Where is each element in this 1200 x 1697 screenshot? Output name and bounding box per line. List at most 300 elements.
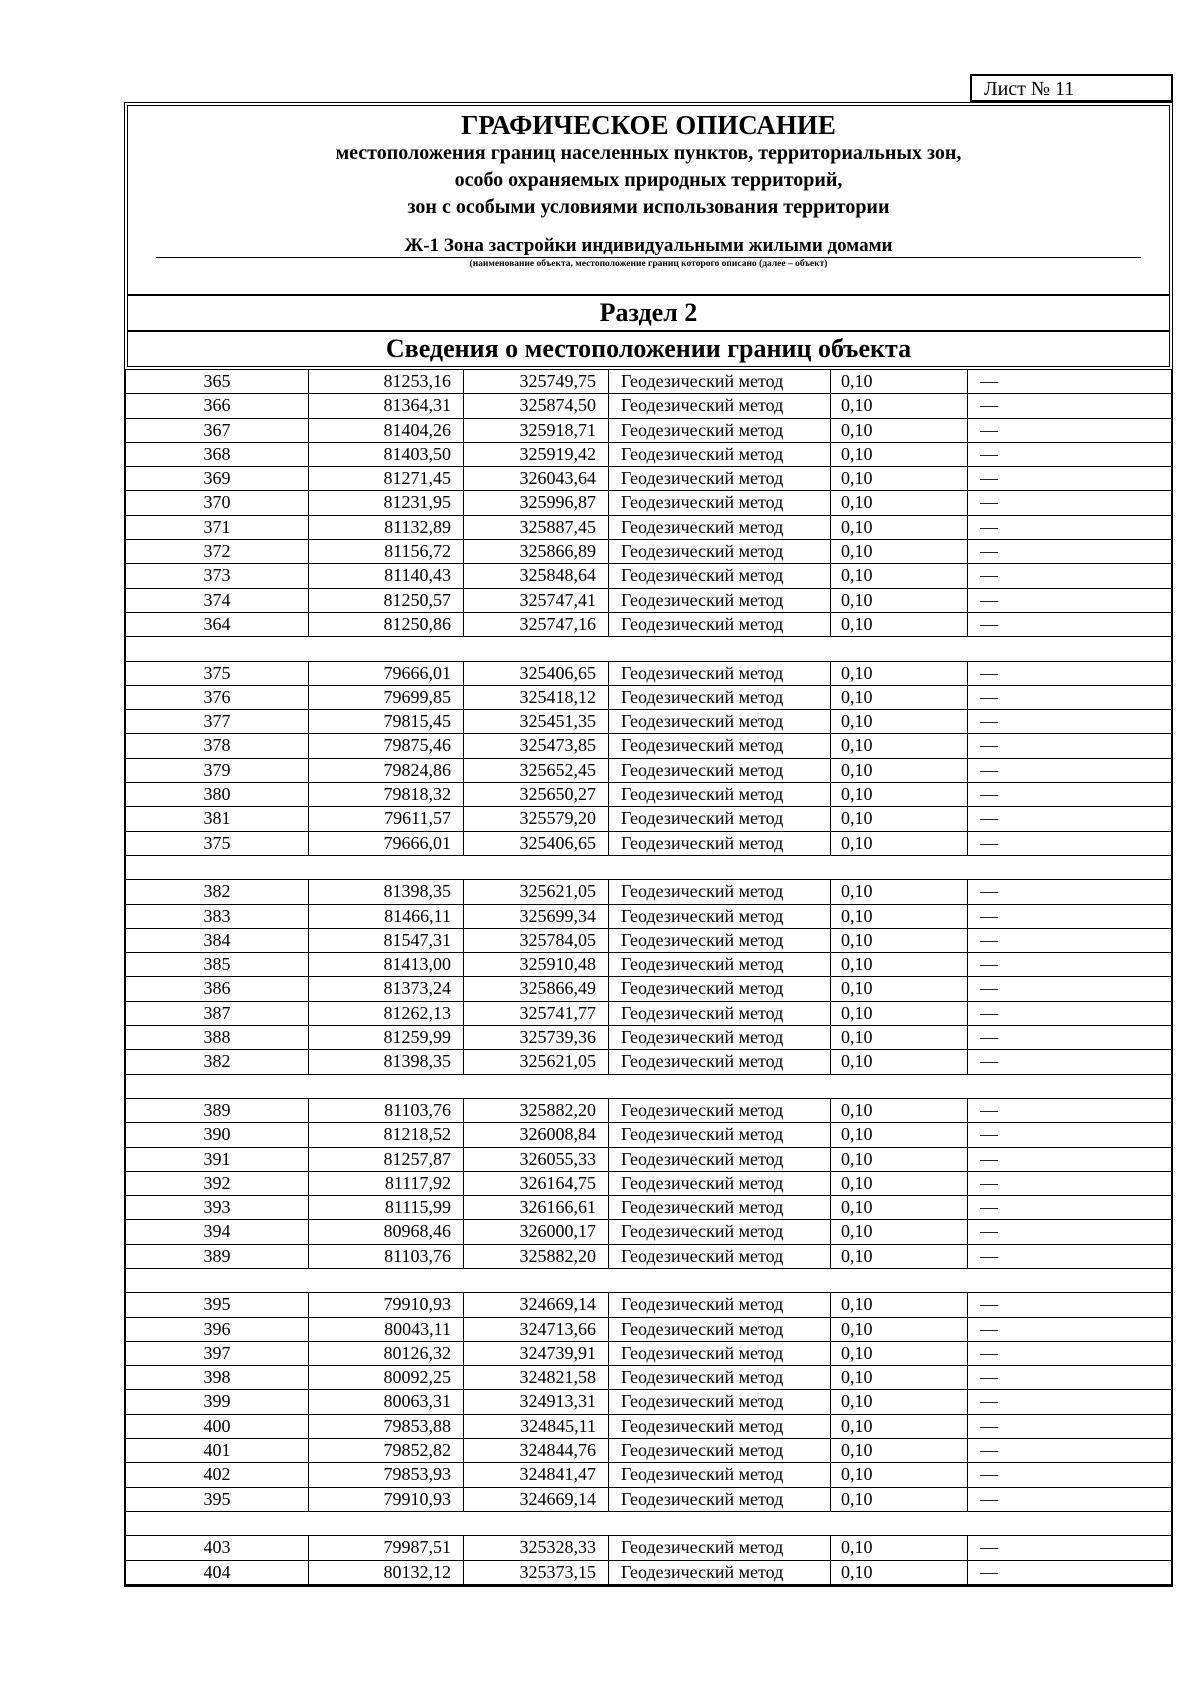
y-coordinate-cell: 325621,05	[464, 880, 609, 903]
method-cell: Геодезический метод	[609, 1293, 831, 1316]
table-row	[126, 443, 1171, 467]
x-coordinate-cell: 81364,31	[309, 394, 464, 417]
accuracy-cell: 0,10	[831, 1366, 968, 1389]
method-cell: Геодезический метод	[609, 1366, 831, 1389]
method-cell: Геодезический метод	[609, 1220, 831, 1243]
description-cell: —	[980, 784, 998, 805]
x-coordinate-cell: 79910,93	[309, 1293, 464, 1316]
accuracy-cell: 0,10	[831, 1536, 968, 1559]
method-cell: Геодезический метод	[609, 613, 831, 636]
description-cell: —	[980, 1464, 998, 1485]
accuracy-cell: 0,10	[831, 1099, 968, 1122]
method-cell: Геодезический метод	[609, 443, 831, 466]
description-cell: —	[980, 1488, 998, 1509]
description-cell: —	[980, 1148, 998, 1169]
accuracy-cell: 0,10	[831, 1390, 968, 1413]
x-coordinate-cell: 79666,01	[309, 662, 464, 685]
method-cell: Геодезический метод	[609, 807, 831, 830]
description-cell: —	[980, 371, 998, 391]
x-coordinate-cell: 79666,01	[309, 832, 464, 855]
accuracy-cell: 0,10	[831, 1415, 968, 1438]
y-coordinate-cell: 326008,84	[464, 1123, 609, 1146]
table-row	[126, 662, 1171, 686]
description-cell: —	[980, 881, 998, 902]
y-coordinate-cell: 326000,17	[464, 1220, 609, 1243]
table-row	[126, 1172, 1171, 1196]
y-coordinate-cell: 324913,31	[464, 1390, 609, 1413]
y-coordinate-cell: 325328,33	[464, 1536, 609, 1559]
point-number-cell: 385	[126, 953, 309, 976]
x-coordinate-cell: 81115,99	[309, 1196, 464, 1219]
description-cell: —	[980, 1221, 998, 1242]
accuracy-cell: 0,10	[831, 1318, 968, 1341]
description-cell: —	[980, 1124, 998, 1145]
point-number-cell: 382	[126, 1050, 309, 1073]
table-row	[126, 1561, 1171, 1585]
x-coordinate-cell: 81250,86	[309, 613, 464, 636]
y-coordinate-cell: 324821,58	[464, 1366, 609, 1389]
table-row	[126, 1318, 1171, 1342]
point-number-cell: 377	[126, 710, 309, 733]
method-cell: Геодезический метод	[609, 783, 831, 806]
y-coordinate-cell: 325848,64	[464, 564, 609, 587]
point-number-cell: 380	[126, 783, 309, 806]
method-cell: Геодезический метод	[609, 1536, 831, 1559]
accuracy-cell: 0,10	[831, 1148, 968, 1171]
description-cell: —	[980, 468, 998, 489]
x-coordinate-cell: 81259,99	[309, 1026, 464, 1049]
description-cell: —	[980, 395, 998, 416]
description-cell: —	[980, 662, 998, 683]
method-cell: Геодезический метод	[609, 734, 831, 757]
y-coordinate-cell: 324713,66	[464, 1318, 609, 1341]
accuracy-cell: 0,10	[831, 613, 968, 636]
point-number-cell: 367	[126, 419, 309, 442]
point-number-cell: 389	[126, 1245, 309, 1268]
method-cell: Геодезический метод	[609, 686, 831, 709]
description-cell: —	[980, 832, 998, 853]
method-cell: Геодезический метод	[609, 759, 831, 782]
accuracy-cell: 0,10	[831, 1002, 968, 1025]
x-coordinate-cell: 81398,35	[309, 1050, 464, 1073]
table-row	[126, 394, 1171, 418]
description-cell: —	[980, 1002, 998, 1023]
table-row	[126, 832, 1171, 856]
y-coordinate-cell: 325882,20	[464, 1245, 609, 1268]
y-coordinate-cell: 325747,16	[464, 613, 609, 636]
table-separator-row	[126, 637, 1171, 661]
table-row	[126, 953, 1171, 977]
x-coordinate-cell: 79853,93	[309, 1463, 464, 1486]
table-row	[126, 1366, 1171, 1390]
x-coordinate-cell: 81231,95	[309, 491, 464, 514]
method-cell: Геодезический метод	[609, 1488, 831, 1511]
point-number-cell: 389	[126, 1099, 309, 1122]
x-coordinate-cell: 80063,31	[309, 1390, 464, 1413]
method-cell: Геодезический метод	[609, 1245, 831, 1268]
y-coordinate-cell: 325874,50	[464, 394, 609, 417]
accuracy-cell: 0,10	[831, 686, 968, 709]
y-coordinate-cell: 324845,11	[464, 1415, 609, 1438]
accuracy-cell: 0,10	[831, 1561, 968, 1584]
method-cell: Геодезический метод	[609, 905, 831, 928]
y-coordinate-cell: 325882,20	[464, 1099, 609, 1122]
description-cell: —	[980, 929, 998, 950]
table-row	[126, 686, 1171, 710]
description-cell: —	[980, 954, 998, 975]
accuracy-cell: 0,10	[831, 1293, 968, 1316]
y-coordinate-cell: 325749,75	[464, 370, 609, 393]
point-number-cell: 375	[126, 662, 309, 685]
method-cell: Геодезический метод	[609, 662, 831, 685]
method-cell: Геодезический метод	[609, 564, 831, 587]
table-row	[126, 1148, 1171, 1172]
description-cell: —	[980, 1099, 998, 1120]
y-coordinate-cell: 325406,65	[464, 832, 609, 855]
point-number-cell: 376	[126, 686, 309, 709]
method-cell: Геодезический метод	[609, 1463, 831, 1486]
accuracy-cell: 0,10	[831, 710, 968, 733]
method-cell: Геодезический метод	[609, 1196, 831, 1219]
x-coordinate-cell: 80132,12	[309, 1561, 464, 1584]
point-number-cell: 388	[126, 1026, 309, 1049]
coordinates-table	[124, 370, 1173, 1587]
section-title: Сведения о местоположении границ объекта	[128, 330, 1169, 365]
table-row	[126, 1415, 1171, 1439]
table-row	[126, 467, 1171, 491]
table-row	[126, 759, 1171, 783]
method-cell: Геодезический метод	[609, 467, 831, 490]
description-cell: —	[980, 565, 998, 586]
description-cell: —	[980, 1440, 998, 1461]
y-coordinate-cell: 325996,87	[464, 491, 609, 514]
y-coordinate-cell: 325741,77	[464, 1002, 609, 1025]
description-cell: —	[980, 492, 998, 513]
method-cell: Геодезический метод	[609, 370, 831, 393]
table-separator-row	[126, 1512, 1171, 1536]
point-number-cell: 373	[126, 564, 309, 587]
accuracy-cell: 0,10	[831, 394, 968, 417]
table-row	[126, 977, 1171, 1001]
point-number-cell: 394	[126, 1220, 309, 1243]
point-number-cell: 384	[126, 929, 309, 952]
accuracy-cell: 0,10	[831, 1439, 968, 1462]
description-cell: —	[980, 1027, 998, 1048]
point-number-cell: 372	[126, 540, 309, 563]
table-row	[126, 1439, 1171, 1463]
y-coordinate-cell: 324739,91	[464, 1342, 609, 1365]
point-number-cell: 404	[126, 1561, 309, 1584]
description-cell: —	[980, 516, 998, 537]
method-cell: Геодезический метод	[609, 419, 831, 442]
table-row	[126, 491, 1171, 515]
x-coordinate-cell: 81271,45	[309, 467, 464, 490]
table-separator-row	[126, 1269, 1171, 1293]
y-coordinate-cell: 326164,75	[464, 1172, 609, 1195]
x-coordinate-cell: 81250,57	[309, 589, 464, 612]
accuracy-cell: 0,10	[831, 564, 968, 587]
accuracy-cell: 0,10	[831, 491, 968, 514]
description-cell: —	[980, 541, 998, 562]
x-coordinate-cell: 79818,32	[309, 783, 464, 806]
y-coordinate-cell: 325919,42	[464, 443, 609, 466]
point-number-cell: 364	[126, 613, 309, 636]
table-row	[126, 589, 1171, 613]
point-number-cell: 398	[126, 1366, 309, 1389]
accuracy-cell: 0,10	[831, 443, 968, 466]
description-cell: —	[980, 1172, 998, 1193]
description-cell: —	[980, 759, 998, 780]
description-cell: —	[980, 1537, 998, 1558]
table-row	[126, 370, 1171, 394]
accuracy-cell: 0,10	[831, 783, 968, 806]
x-coordinate-cell: 81398,35	[309, 880, 464, 903]
y-coordinate-cell: 324669,14	[464, 1293, 609, 1316]
method-cell: Геодезический метод	[609, 491, 831, 514]
y-coordinate-cell: 325652,45	[464, 759, 609, 782]
point-number-cell: 387	[126, 1002, 309, 1025]
y-coordinate-cell: 326055,33	[464, 1148, 609, 1171]
y-coordinate-cell: 325579,20	[464, 807, 609, 830]
method-cell: Геодезический метод	[609, 929, 831, 952]
accuracy-cell: 0,10	[831, 370, 968, 393]
method-cell: Геодезический метод	[609, 1172, 831, 1195]
table-row	[126, 1536, 1171, 1560]
point-number-cell: 391	[126, 1148, 309, 1171]
x-coordinate-cell: 79824,86	[309, 759, 464, 782]
accuracy-cell: 0,10	[831, 832, 968, 855]
object-hint: (наименование объекта, местоположение границ которого описано (далее – объект)	[469, 259, 828, 269]
document-title: ГРАФИЧЕСКОЕ ОПИСАНИЕ	[461, 110, 836, 140]
method-cell: Геодезический метод	[609, 953, 831, 976]
document-header	[124, 102, 1173, 370]
sheet-number: Лист № 11	[970, 74, 1173, 102]
accuracy-cell: 0,10	[831, 1463, 968, 1486]
x-coordinate-cell: 81466,11	[309, 905, 464, 928]
x-coordinate-cell: 81404,26	[309, 419, 464, 442]
section-label: Раздел 2	[128, 294, 1169, 329]
point-number-cell: 395	[126, 1293, 309, 1316]
table-row	[126, 1123, 1171, 1147]
table-row	[126, 516, 1171, 540]
description-cell: —	[980, 1367, 998, 1388]
y-coordinate-cell: 325699,34	[464, 905, 609, 928]
description-cell: —	[980, 589, 998, 610]
table-row	[126, 1488, 1171, 1512]
table-row	[126, 1050, 1171, 1074]
x-coordinate-cell: 81132,89	[309, 516, 464, 539]
y-coordinate-cell: 324844,76	[464, 1439, 609, 1462]
point-number-cell: 369	[126, 467, 309, 490]
method-cell: Геодезический метод	[609, 589, 831, 612]
y-coordinate-cell: 325866,49	[464, 977, 609, 1000]
subtitle-line: зон с особыми условиями использования территории	[407, 196, 890, 218]
description-cell: —	[980, 1318, 998, 1339]
x-coordinate-cell: 79611,57	[309, 807, 464, 830]
accuracy-cell: 0,10	[831, 1220, 968, 1243]
accuracy-cell: 0,10	[831, 905, 968, 928]
subtitle-line: особо охраняемых природных территорий,	[454, 169, 843, 191]
point-number-cell: 401	[126, 1439, 309, 1462]
x-coordinate-cell: 81373,24	[309, 977, 464, 1000]
point-number-cell: 381	[126, 807, 309, 830]
accuracy-cell: 0,10	[831, 807, 968, 830]
accuracy-cell: 0,10	[831, 1026, 968, 1049]
point-number-cell: 403	[126, 1536, 309, 1559]
point-number-cell: 368	[126, 443, 309, 466]
method-cell: Геодезический метод	[609, 1390, 831, 1413]
y-coordinate-cell: 325887,45	[464, 516, 609, 539]
table-row	[126, 1002, 1171, 1026]
x-coordinate-cell: 79875,46	[309, 734, 464, 757]
description-cell: —	[980, 1391, 998, 1412]
y-coordinate-cell: 325910,48	[464, 953, 609, 976]
table-separator-row	[126, 856, 1171, 880]
point-number-cell: 374	[126, 589, 309, 612]
method-cell: Геодезический метод	[609, 516, 831, 539]
accuracy-cell: 0,10	[831, 589, 968, 612]
table-row	[126, 1220, 1171, 1244]
table-row	[126, 613, 1171, 637]
point-number-cell: 386	[126, 977, 309, 1000]
x-coordinate-cell: 81262,13	[309, 1002, 464, 1025]
point-number-cell: 371	[126, 516, 309, 539]
description-cell: —	[980, 1561, 998, 1582]
method-cell: Геодезический метод	[609, 710, 831, 733]
table-row	[126, 1463, 1171, 1487]
x-coordinate-cell: 81103,76	[309, 1099, 464, 1122]
description-cell: —	[980, 1294, 998, 1315]
point-number-cell: 375	[126, 832, 309, 855]
table-row	[126, 1293, 1171, 1317]
point-number-cell: 397	[126, 1342, 309, 1365]
x-coordinate-cell: 81413,00	[309, 953, 464, 976]
accuracy-cell: 0,10	[831, 1488, 968, 1511]
y-coordinate-cell: 325373,15	[464, 1561, 609, 1584]
point-number-cell: 366	[126, 394, 309, 417]
x-coordinate-cell: 80126,32	[309, 1342, 464, 1365]
point-number-cell: 383	[126, 905, 309, 928]
y-coordinate-cell: 325621,05	[464, 1050, 609, 1073]
table-row	[126, 807, 1171, 831]
method-cell: Геодезический метод	[609, 1415, 831, 1438]
x-coordinate-cell: 81117,92	[309, 1172, 464, 1195]
accuracy-cell: 0,10	[831, 1172, 968, 1195]
table-row	[126, 880, 1171, 904]
y-coordinate-cell: 325650,27	[464, 783, 609, 806]
x-coordinate-cell: 81257,87	[309, 1148, 464, 1171]
method-cell: Геодезический метод	[609, 1099, 831, 1122]
y-coordinate-cell: 325451,35	[464, 710, 609, 733]
table-row	[126, 1390, 1171, 1414]
point-number-cell: 382	[126, 880, 309, 903]
x-coordinate-cell: 80092,25	[309, 1366, 464, 1389]
description-cell: —	[980, 1245, 998, 1266]
description-cell: —	[980, 905, 998, 926]
description-cell: —	[980, 711, 998, 732]
method-cell: Геодезический метод	[609, 1561, 831, 1584]
x-coordinate-cell: 81547,31	[309, 929, 464, 952]
description-cell: —	[980, 1342, 998, 1363]
description-cell: —	[980, 613, 998, 634]
y-coordinate-cell: 326166,61	[464, 1196, 609, 1219]
x-coordinate-cell: 79853,88	[309, 1415, 464, 1438]
method-cell: Геодезический метод	[609, 1026, 831, 1049]
table-row	[126, 783, 1171, 807]
y-coordinate-cell: 325406,65	[464, 662, 609, 685]
x-coordinate-cell: 80043,11	[309, 1318, 464, 1341]
x-coordinate-cell: 79699,85	[309, 686, 464, 709]
x-coordinate-cell: 79852,82	[309, 1439, 464, 1462]
object-name: Ж-1 Зона застройки индивидуальными жилыми домами	[404, 235, 893, 256]
y-coordinate-cell: 325473,85	[464, 734, 609, 757]
y-coordinate-cell: 325866,89	[464, 540, 609, 563]
accuracy-cell: 0,10	[831, 540, 968, 563]
method-cell: Геодезический метод	[609, 540, 831, 563]
description-cell: —	[980, 1197, 998, 1218]
x-coordinate-cell: 81253,16	[309, 370, 464, 393]
method-cell: Геодезический метод	[609, 1439, 831, 1462]
table-row	[126, 1342, 1171, 1366]
table-row	[126, 710, 1171, 734]
point-number-cell: 399	[126, 1390, 309, 1413]
method-cell: Геодезический метод	[609, 1050, 831, 1073]
table-row	[126, 1245, 1171, 1269]
accuracy-cell: 0,10	[831, 467, 968, 490]
description-cell: —	[980, 978, 998, 999]
accuracy-cell: 0,10	[831, 1123, 968, 1146]
x-coordinate-cell: 81403,50	[309, 443, 464, 466]
method-cell: Геодезический метод	[609, 1123, 831, 1146]
point-number-cell: 402	[126, 1463, 309, 1486]
y-coordinate-cell: 324669,14	[464, 1488, 609, 1511]
subtitle-line: местоположения границ населенных пунктов, территориальных зон,	[335, 142, 962, 164]
point-number-cell: 396	[126, 1318, 309, 1341]
y-coordinate-cell: 325784,05	[464, 929, 609, 952]
x-coordinate-cell: 79987,51	[309, 1536, 464, 1559]
description-cell: —	[980, 419, 998, 440]
accuracy-cell: 0,10	[831, 1245, 968, 1268]
point-number-cell: 370	[126, 491, 309, 514]
accuracy-cell: 0,10	[831, 516, 968, 539]
point-number-cell: 379	[126, 759, 309, 782]
table-row	[126, 929, 1171, 953]
method-cell: Геодезический метод	[609, 1342, 831, 1365]
y-coordinate-cell: 326043,64	[464, 467, 609, 490]
y-coordinate-cell: 325918,71	[464, 419, 609, 442]
x-coordinate-cell: 81218,52	[309, 1123, 464, 1146]
accuracy-cell: 0,10	[831, 880, 968, 903]
accuracy-cell: 0,10	[831, 929, 968, 952]
method-cell: Геодезический метод	[609, 1148, 831, 1171]
description-cell: —	[980, 808, 998, 829]
method-cell: Геодезический метод	[609, 977, 831, 1000]
accuracy-cell: 0,10	[831, 419, 968, 442]
table-row	[126, 1099, 1171, 1123]
point-number-cell: 392	[126, 1172, 309, 1195]
table-row	[126, 1026, 1171, 1050]
table-row	[126, 734, 1171, 758]
x-coordinate-cell: 80968,46	[309, 1220, 464, 1243]
point-number-cell: 395	[126, 1488, 309, 1511]
method-cell: Геодезический метод	[609, 394, 831, 417]
accuracy-cell: 0,10	[831, 953, 968, 976]
accuracy-cell: 0,10	[831, 734, 968, 757]
accuracy-cell: 0,10	[831, 1342, 968, 1365]
description-cell: —	[980, 1051, 998, 1072]
x-coordinate-cell: 79815,45	[309, 710, 464, 733]
point-number-cell: 390	[126, 1123, 309, 1146]
